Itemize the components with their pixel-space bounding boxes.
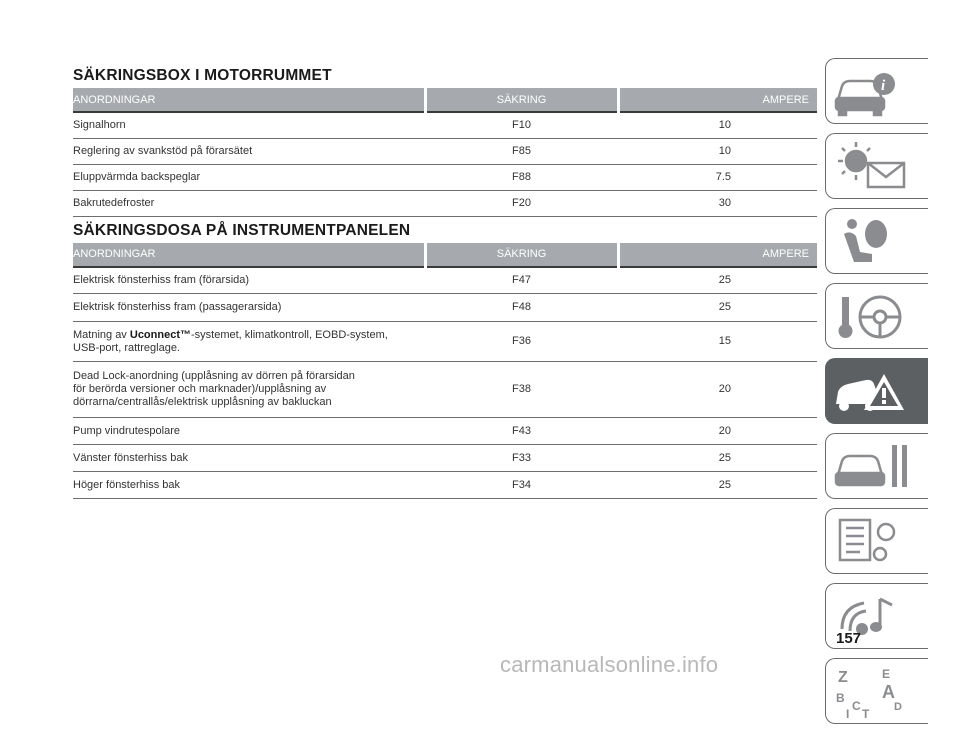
device-text: -systemet, klimatkontroll, EOBD-system, <box>191 328 388 341</box>
svg-text:B: B <box>836 691 845 705</box>
table-row <box>73 294 817 322</box>
svg-text:E: E <box>882 667 891 681</box>
device-cell: Bakrutedefroster <box>73 190 425 216</box>
tab-warning-lights[interactable] <box>825 133 928 199</box>
device-cell: Reglering av svankstöd på förarsätet <box>73 138 425 164</box>
ampere-cell: 10 <box>618 138 817 164</box>
device-text: Dead Lock-anordning (upplåsning av dörren på förarsidan <box>73 370 355 382</box>
fuse-cell: F33 <box>425 445 618 472</box>
section-title-dashboard-fusebox: SÄKRINGSDOSA PÅ INSTRUMENTPANELEN <box>73 221 411 239</box>
ampere-cell: 25 <box>618 294 817 322</box>
column-header-device: ANORDNINGAR <box>73 243 425 267</box>
table-row <box>73 267 817 294</box>
svg-text:I: I <box>846 707 850 720</box>
tab-starting-driving[interactable] <box>825 283 928 349</box>
ampere-cell: 30 <box>618 190 817 216</box>
device-cell: Eluppvärmda backspeglar <box>73 164 425 190</box>
table-header-row <box>73 243 817 267</box>
device-text: dörrarna/centrallås/elektrisk upplåsning av bakluckan <box>73 396 332 408</box>
fuse-cell: F88 <box>425 164 618 190</box>
warning-lights-mail-icon <box>832 139 922 195</box>
svg-text:C: C <box>852 699 861 713</box>
device-cell: Signalhorn <box>73 112 425 138</box>
uconnect-brand: Uconnect™ <box>129 328 191 341</box>
ampere-cell: 25 <box>618 472 817 499</box>
fuse-cell: F10 <box>425 112 618 138</box>
device-text: USB-port, rattreglage. <box>73 341 180 354</box>
watermark: carmanualsonline.info <box>500 652 719 677</box>
car-info-icon <box>832 64 922 120</box>
page-number: 157 <box>836 630 862 647</box>
svg-text:A: A <box>882 682 895 702</box>
car-emergency-warning-icon <box>832 364 922 420</box>
fuse-table-dashboard <box>73 243 817 500</box>
ampere-cell: 25 <box>618 267 817 294</box>
device-cell <box>73 322 425 362</box>
ampere-cell: 20 <box>618 418 817 445</box>
device-cell: Elektrisk fönsterhiss fram (förarsida) <box>73 267 425 294</box>
tab-vehicle-info[interactable] <box>825 58 928 124</box>
fuse-cell: F43 <box>425 418 618 445</box>
device-cell: Vänster fönsterhiss bak <box>73 445 425 472</box>
seat-airbag-icon <box>832 214 922 270</box>
fuse-cell: F36 <box>425 322 618 362</box>
ampere-cell: 7.5 <box>618 164 817 190</box>
fuse-cell: F20 <box>425 190 618 216</box>
table-row <box>73 445 817 472</box>
fuse-cell: F48 <box>425 294 618 322</box>
device-cell: Höger fönsterhiss bak <box>73 472 425 499</box>
tab-index[interactable] <box>825 658 928 724</box>
table-row <box>73 164 817 190</box>
fuse-cell: F38 <box>425 362 618 418</box>
alphabetical-index-icon <box>832 664 922 720</box>
table-row <box>73 322 817 362</box>
car-maintenance-tools-icon <box>832 439 922 495</box>
table-row <box>73 190 817 216</box>
ampere-cell: 15 <box>618 322 817 362</box>
table-row <box>73 418 817 445</box>
fuse-cell: F34 <box>425 472 618 499</box>
table-header-row <box>73 88 817 112</box>
svg-text:i: i <box>881 78 886 94</box>
ampere-cell: 25 <box>618 445 817 472</box>
table-row <box>73 138 817 164</box>
column-header-fuse: SÄKRING <box>425 88 618 112</box>
tab-maintenance[interactable] <box>825 433 928 499</box>
fuse-cell: F47 <box>425 267 618 294</box>
column-header-ampere: AMPERE <box>618 243 817 267</box>
device-text: Matning av <box>73 328 130 341</box>
fuse-cell: F85 <box>425 138 618 164</box>
section-title-engine-fusebox: SÄKRINGSBOX I MOTORRUMMET <box>73 67 332 84</box>
tab-in-emergency[interactable] <box>825 358 928 424</box>
table-row <box>73 112 817 138</box>
table-row <box>73 362 817 418</box>
svg-text:Z: Z <box>838 669 848 686</box>
page-content <box>73 64 817 499</box>
device-text: för berörda versioner och marknader)/upplåsning av <box>73 383 327 395</box>
ampere-cell: 10 <box>618 112 817 138</box>
table-row <box>73 472 817 499</box>
technical-data-gear-icon <box>832 514 922 570</box>
column-header-ampere: AMPERE <box>618 88 817 112</box>
svg-text:D: D <box>894 701 902 713</box>
column-header-device: ANORDNINGAR <box>73 88 425 112</box>
device-cell <box>73 362 425 418</box>
svg-text:T: T <box>862 707 870 720</box>
device-cell: Elektrisk fönsterhiss fram (passagerarsida) <box>73 294 425 322</box>
column-header-fuse: SÄKRING <box>425 243 618 267</box>
tab-safety[interactable] <box>825 208 928 274</box>
device-cell: Pump vindrutespolare <box>73 418 425 445</box>
tab-technical-data[interactable] <box>825 508 928 574</box>
ampere-cell: 20 <box>618 362 817 418</box>
key-steering-wheel-icon <box>832 289 922 345</box>
fuse-table-engine <box>73 88 817 217</box>
